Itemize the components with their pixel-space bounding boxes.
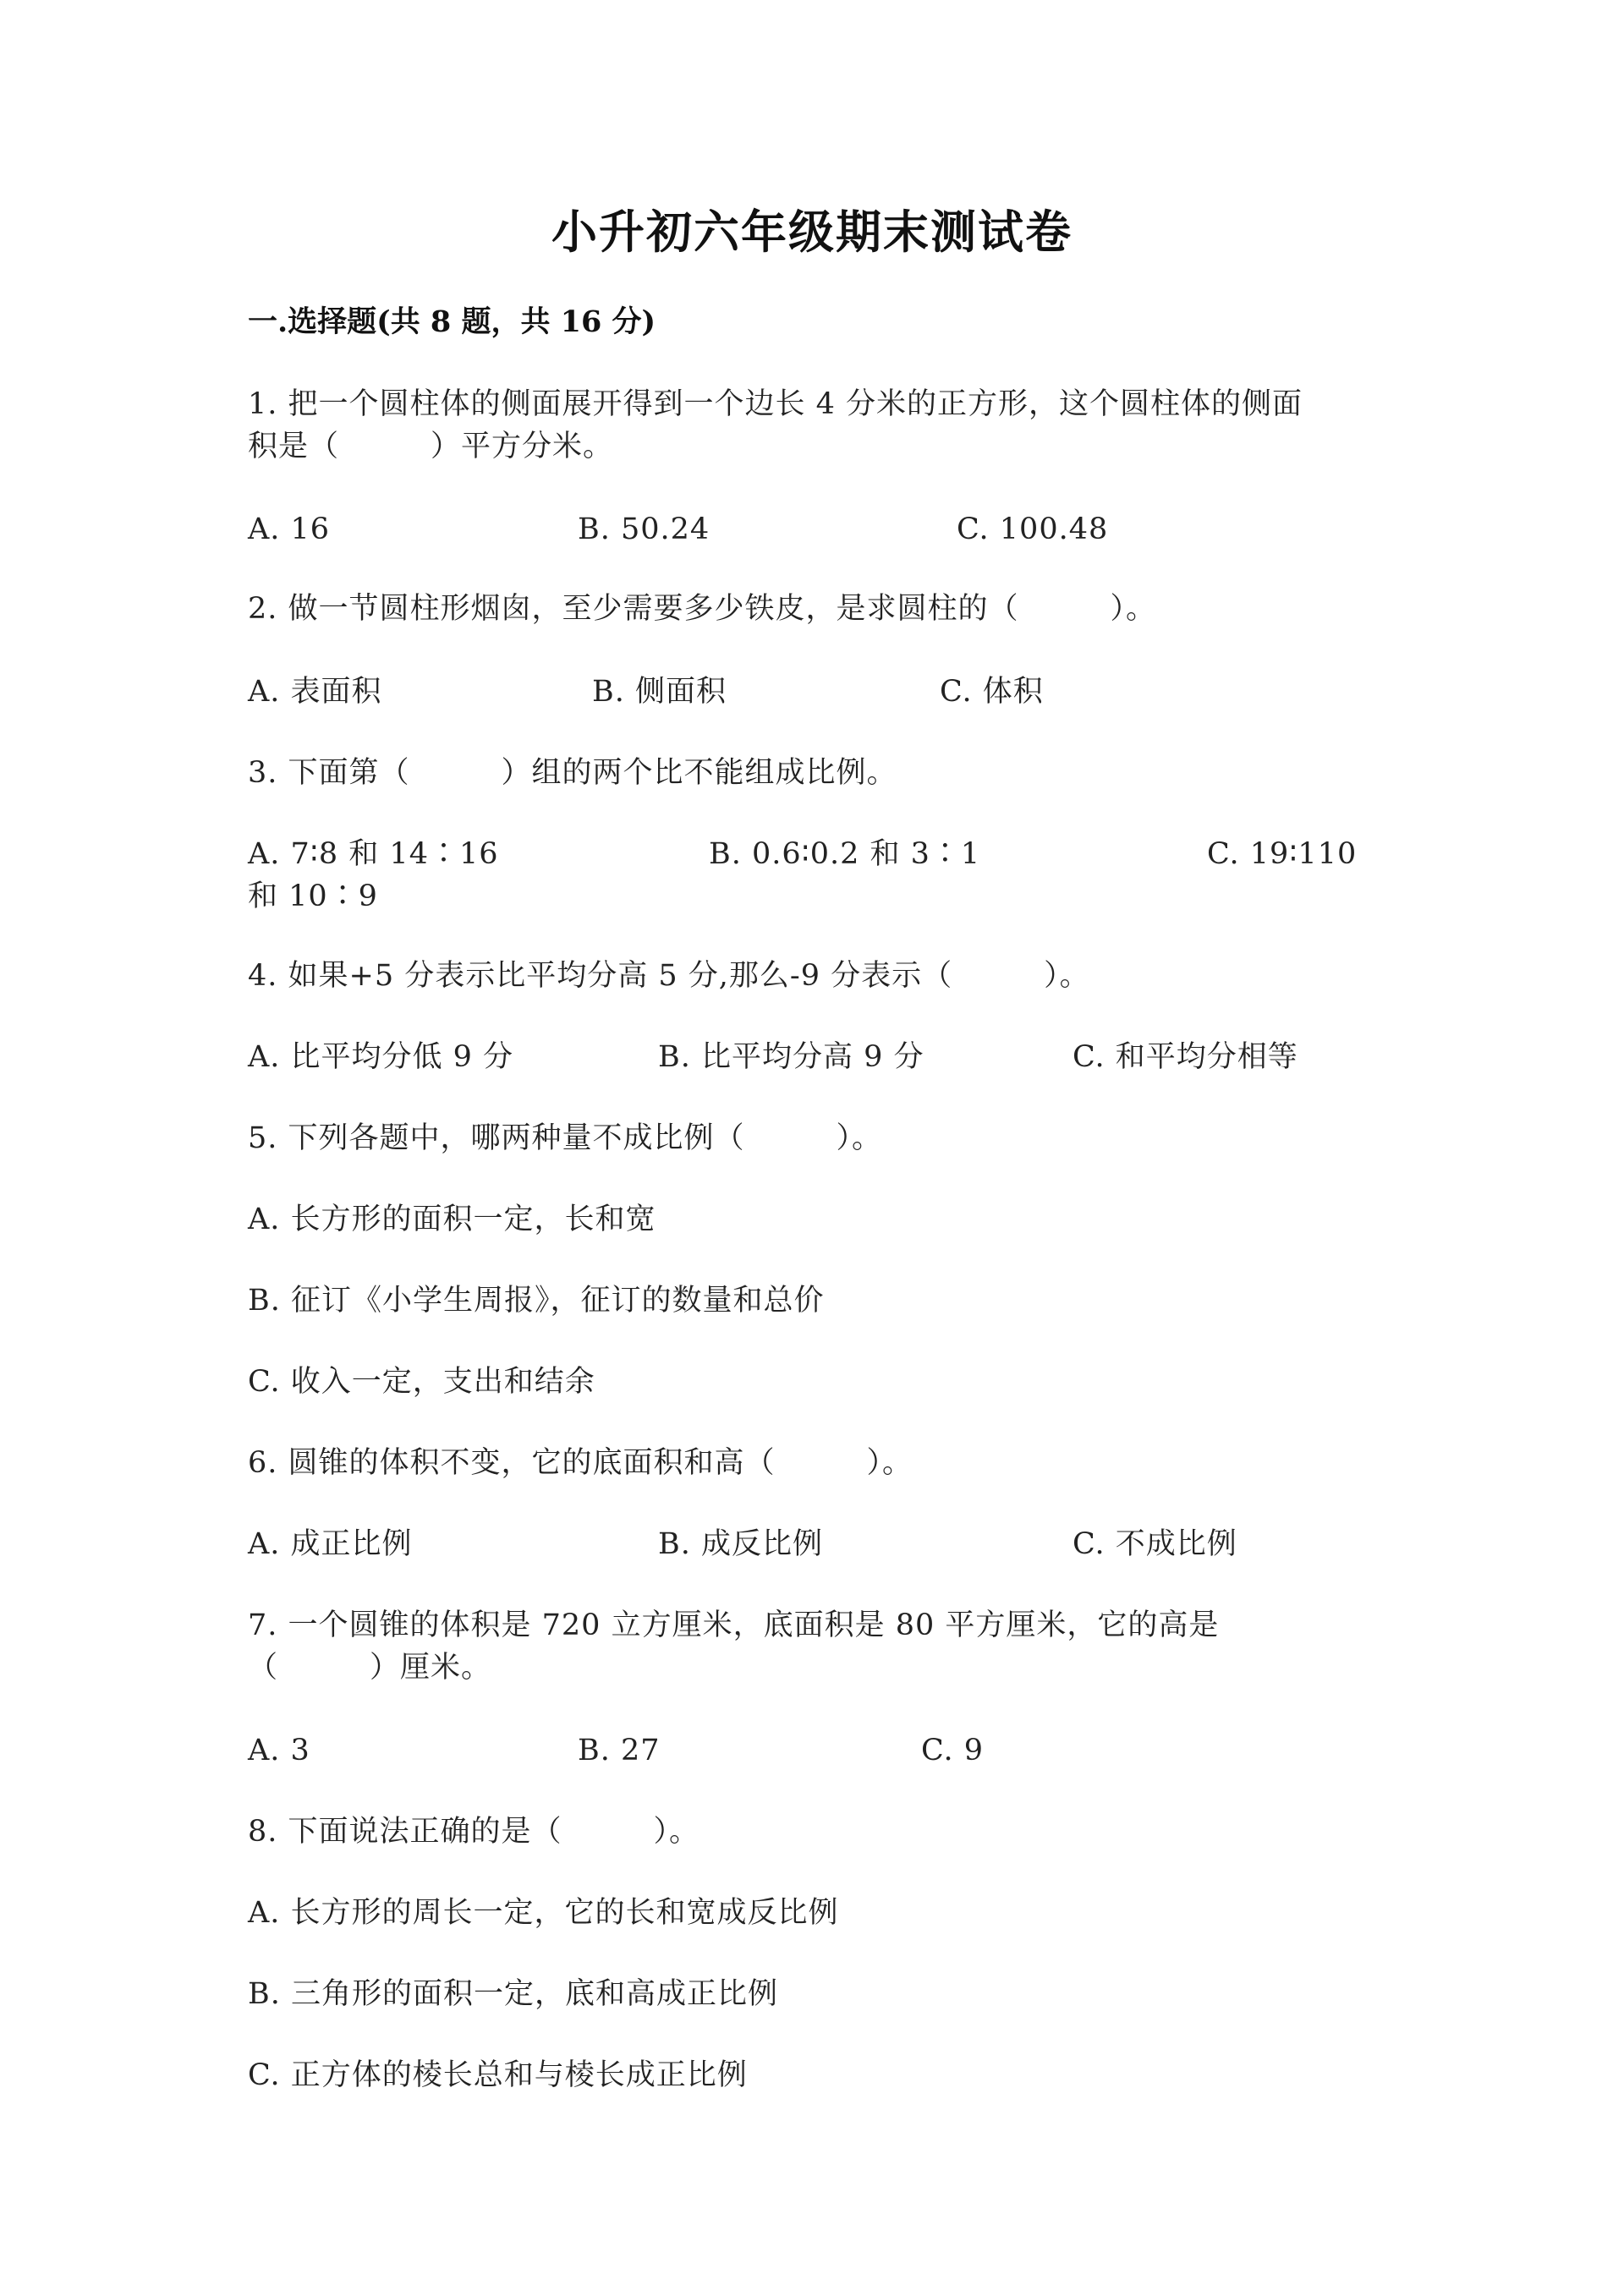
question-6-option-a: A. 成正比例 <box>248 1527 413 1561</box>
question-7-option-a: A. 3 <box>248 1734 310 1767</box>
question-8-option-b: B. 三角形的面积一定，底和高成正比例 <box>248 1977 778 2011</box>
question-4-stem: 4. 如果+5 分表示比平均分高 5 分,那么-9 分表示（ ）。 <box>248 959 1090 993</box>
question-2-option-a: A. 表面积 <box>248 675 382 709</box>
question-5-option-b: B. 征订《小学生周报》，征订的数量和总价 <box>248 1284 825 1318</box>
question-3-option-c: C. 19∶110 <box>1207 837 1358 871</box>
question-2-option-b: B. 侧面积 <box>592 675 727 709</box>
question-8-option-c: C. 正方体的棱长总和与棱长成正比例 <box>248 2058 748 2092</box>
question-8-option-a: A. 长方形的周长一定，它的长和宽成反比例 <box>248 1896 839 1930</box>
page-title: 小升初六年级期末测试卷 <box>551 205 1073 259</box>
question-7-stem-line-1: 7. 一个圆锥的体积是 720 立方厘米，底面积是 80 平方厘米，它的高是 <box>248 1608 1220 1642</box>
question-1-option-b: B. 50.24 <box>578 512 710 546</box>
question-7-option-c: C. 9 <box>921 1734 985 1767</box>
question-3-stem: 3. 下面第（ ）组的两个比不能组成比例。 <box>248 756 897 790</box>
question-2-option-c: C. 体积 <box>940 675 1044 709</box>
question-1-option-c: C. 100.48 <box>957 512 1109 546</box>
question-4-option-c: C. 和平均分相等 <box>1073 1040 1298 1074</box>
question-3-option-b: B. 0.6∶0.2 和 3∶1 <box>709 837 981 871</box>
question-1-stem-line-2: 积是（ ）平方分米。 <box>248 430 614 463</box>
question-6-option-b: B. 成反比例 <box>658 1527 823 1561</box>
question-3-option-c-continued: 和 10∶9 <box>248 879 378 913</box>
question-5-option-c: C. 收入一定，支出和结余 <box>248 1365 595 1399</box>
question-6-option-c: C. 不成比例 <box>1073 1527 1237 1561</box>
question-1-option-a: A. 16 <box>248 512 331 546</box>
question-7-option-b: B. 27 <box>578 1734 661 1767</box>
question-4-option-a: A. 比平均分低 9 分 <box>248 1040 514 1074</box>
question-6-stem: 6. 圆锥的体积不变，它的底面积和高（ ）。 <box>248 1446 914 1480</box>
question-4-option-b: B. 比平均分高 9 分 <box>658 1040 924 1074</box>
question-3-option-a: A. 7∶8 和 14∶16 <box>248 837 499 871</box>
question-5-stem: 5. 下列各题中，哪两种量不成比例（ ）。 <box>248 1121 883 1155</box>
question-5-option-a: A. 长方形的面积一定，长和宽 <box>248 1203 656 1236</box>
question-7-stem-line-2: （ ）厘米。 <box>248 1651 492 1685</box>
question-8-stem: 8. 下面说法正确的是（ ）。 <box>248 1815 700 1849</box>
question-2-stem: 2. 做一节圆柱形烟囱，至少需要多少铁皮，是求圆柱的（ ）。 <box>248 592 1157 626</box>
section-heading: 一.选择题(共 8 题，共 16 分) <box>248 304 656 339</box>
question-1-stem-line-1: 1. 把一个圆柱体的侧面展开得到一个边长 4 分米的正方形，这个圆柱体的侧面 <box>248 387 1303 421</box>
